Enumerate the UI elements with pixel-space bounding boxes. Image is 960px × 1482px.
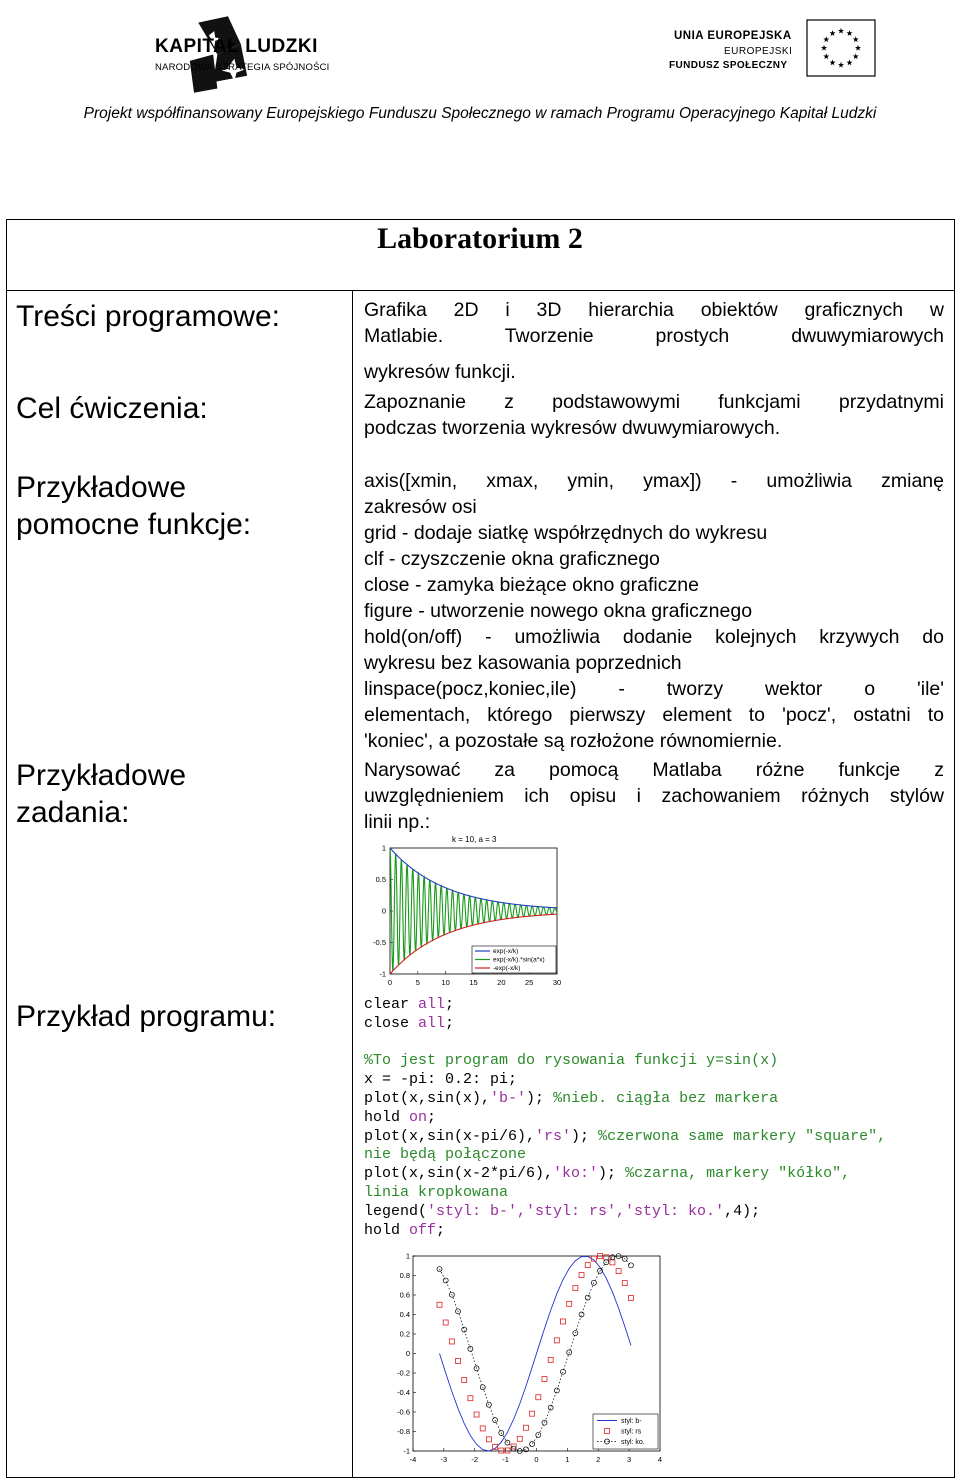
damped-sine-chart xyxy=(360,830,560,990)
legend-entry: -exp(-x/k) xyxy=(493,965,521,972)
text-line: linspace(pocz,koniec,ile) - tworzy wektor o 'ile' xyxy=(364,678,944,700)
x-tick-label: 3 xyxy=(627,1455,632,1464)
text-line: 'koniec', a pozostałe są rozłożone równomiernie. xyxy=(364,730,783,752)
text-line: uwzględnieniem ich opisu i zachowaniem różnych stylów xyxy=(364,785,944,807)
text-zadania xyxy=(364,757,944,835)
code-token: ,4); xyxy=(724,1202,761,1220)
eu-line-2: EUROPEJSKI xyxy=(724,46,793,57)
text-line: linii np.: xyxy=(364,811,431,833)
text-line: zakresów osi xyxy=(364,496,477,518)
code-string: 'rs' xyxy=(535,1127,572,1145)
code-keyword: off xyxy=(409,1221,437,1239)
series-marker xyxy=(628,1295,633,1300)
y-tick-label: 1 xyxy=(405,1251,410,1261)
text-line: podczas tworzenia wykresów dwuwymiarowych. xyxy=(364,417,781,439)
code-token: ); xyxy=(571,1127,599,1145)
code-comment: %czarna, markery "kółko", xyxy=(625,1165,851,1183)
series-marker xyxy=(585,1295,590,1300)
code-comment: %To jest program do rysowania funkcji y=sin(x) xyxy=(364,1052,779,1070)
code-line: hold off; xyxy=(364,1221,446,1239)
legend-entry: styl: b- xyxy=(621,1418,642,1425)
code-token: plot(x,sin(x), xyxy=(364,1089,491,1107)
code-comment: %czerwona same markery "square", xyxy=(598,1127,887,1145)
x-tick-label: -4 xyxy=(409,1455,417,1464)
code-line xyxy=(364,1165,886,1184)
code-line xyxy=(364,1203,886,1222)
series-marker xyxy=(542,1377,547,1382)
series-marker xyxy=(443,1320,448,1325)
series-marker xyxy=(530,1441,535,1446)
text-line: wykresów funkcji. xyxy=(364,361,516,383)
series-marker xyxy=(554,1338,559,1343)
series-marker xyxy=(449,1339,454,1344)
code-keyword: on xyxy=(409,1108,428,1126)
y-tick-label: -1 xyxy=(379,969,386,979)
series-marker xyxy=(523,1425,528,1430)
series-marker xyxy=(536,1395,541,1400)
y-tick-label: 0.5 xyxy=(375,875,386,884)
label-tresci: Treści programowe: xyxy=(16,300,280,333)
text-cel xyxy=(364,389,944,441)
text-line: grid - dodaje siatkę współrzędnych do wykresu xyxy=(364,522,768,544)
x-tick-label: 1 xyxy=(565,1455,570,1464)
project-notice: Projekt współfinansowany Europejskiego Funduszu Społecznego w ramach Programu Operacyjnego Kapitał Ludzki xyxy=(83,105,877,122)
label-line: Przykładowe xyxy=(16,471,187,504)
table-divider-vertical xyxy=(352,290,353,1478)
label-cel: Cel ćwiczenia: xyxy=(16,392,208,425)
y-tick-label: 0.4 xyxy=(399,1310,410,1319)
code-keyword: all xyxy=(418,1014,446,1032)
y-tick-label: -1 xyxy=(403,1446,410,1456)
y-tick-label: 0 xyxy=(405,1349,410,1358)
series-marker xyxy=(462,1327,467,1332)
x-tick-label: -2 xyxy=(471,1455,479,1464)
x-tick-label: 0 xyxy=(534,1455,539,1464)
series-marker xyxy=(561,1369,566,1374)
series-marker xyxy=(480,1426,485,1431)
y-tick-label: 0 xyxy=(381,906,386,916)
series-marker xyxy=(579,1312,584,1317)
code-line: clear all; xyxy=(364,996,455,1013)
series-marker xyxy=(548,1405,553,1410)
y-tick-label: 1 xyxy=(381,843,386,853)
x-tick-label: 4 xyxy=(657,1455,663,1464)
series-marker xyxy=(468,1396,473,1401)
code-line: x = -pi: 0.2: pi; xyxy=(364,1071,518,1089)
x-tick-label: 2 xyxy=(596,1455,601,1464)
table-divider-horizontal xyxy=(6,290,955,291)
code-block xyxy=(364,996,886,1240)
code-string: 'b-' xyxy=(490,1089,527,1107)
y-tick-label: 0.2 xyxy=(399,1329,410,1339)
series-marker xyxy=(456,1358,461,1363)
legend-entry: exp(-x/k).*sin(a*x) xyxy=(493,956,545,964)
series-marker xyxy=(573,1286,578,1291)
text-line: figure - utworzenie nowego okna graficznego xyxy=(364,600,753,622)
x-tick-label: -1 xyxy=(502,1455,509,1464)
text-line: clf - czyszczenie okna graficznego xyxy=(364,548,660,570)
code-token: close xyxy=(364,1014,410,1032)
y-tick-label: -0.2 xyxy=(397,1368,410,1378)
chart-title: k = 10, a = 3 xyxy=(452,835,497,844)
y-tick-label: -0.6 xyxy=(397,1407,410,1417)
logo-title: KAPITAŁ LUDZKI xyxy=(155,36,318,57)
text-line: elementach, którego pierwszy element to 'pocz', ostatni to xyxy=(364,704,944,726)
series-marker xyxy=(517,1436,522,1441)
label-line: pomocne funkcje: xyxy=(16,508,252,541)
series-marker xyxy=(561,1319,566,1324)
eu-line-3: FUNDUSZ SPOŁECZNY xyxy=(669,60,788,71)
code-token: legend( xyxy=(364,1202,428,1220)
series-marker xyxy=(542,1420,547,1425)
code-line: hold on; xyxy=(364,1108,437,1126)
code-token: hold xyxy=(364,1108,401,1126)
legend-entry: styl: ko. xyxy=(621,1439,645,1446)
code-string: 'styl: b-','styl: rs','styl: ko.' xyxy=(427,1202,725,1220)
label-line: zadania: xyxy=(16,796,130,829)
legend-entry: styl: rs xyxy=(621,1428,642,1436)
text-line: axis([xmin, xmax, ymin, ymax]) - umożliwia zmianę xyxy=(364,470,944,492)
text-line: Matlabie. Tworzenie prostych dwuwymiarowych xyxy=(364,325,944,347)
logo-subtitle: NARODOWA STRATEGIA SPÓJNOŚCI xyxy=(155,62,330,73)
code-comment: %nieb. ciągła bez markera xyxy=(553,1089,779,1107)
series-marker xyxy=(486,1437,491,1442)
x-tick-label: 10 xyxy=(441,978,450,987)
sine-styles-chart xyxy=(385,1248,675,1466)
code-comment: linia kropkowana xyxy=(364,1183,509,1201)
label-funkcje xyxy=(16,469,251,543)
series-marker xyxy=(530,1411,535,1416)
legend-entry: exp(-x/k) xyxy=(493,948,519,955)
code-keyword: all xyxy=(418,996,446,1013)
text-line: hold(on/off) - umożliwia dodanie kolejnych krzywych do xyxy=(364,626,944,648)
y-tick-label: 0.8 xyxy=(399,1271,410,1280)
x-tick-label: 30 xyxy=(552,978,562,987)
x-tick-label: 0 xyxy=(387,978,393,987)
eu-title: UNIA EUROPEJSKA xyxy=(674,30,792,42)
text-tresci xyxy=(364,297,944,385)
eu-flag-icon xyxy=(806,19,876,77)
series-marker xyxy=(437,1302,442,1307)
series-marker xyxy=(628,1263,633,1268)
code-token: plot(x,sin(x-2*pi/6), xyxy=(364,1165,554,1183)
label-program: Przykład programu: xyxy=(16,1000,277,1033)
series-marker xyxy=(567,1301,572,1306)
x-tick-label: 15 xyxy=(469,978,478,987)
text-line: wykresu bez kasowania poprzednich xyxy=(364,652,682,674)
code-token: clear xyxy=(364,996,410,1013)
code-line: close all; xyxy=(364,1014,455,1032)
series-marker xyxy=(579,1273,584,1278)
text-line: Zapoznanie z podstawowymi funkcjami przydatnymi xyxy=(364,391,944,413)
text-line: Grafika 2D i 3D hierarchia obiektów graficznych w xyxy=(364,299,944,321)
y-tick-label: -0.5 xyxy=(373,938,386,947)
series-marker xyxy=(610,1260,615,1265)
text-line: Narysować za pomocą Matlaba różne funkcje z xyxy=(364,759,944,781)
series-marker xyxy=(468,1346,473,1351)
series-marker xyxy=(616,1269,621,1274)
code-line xyxy=(364,1128,886,1147)
series-marker xyxy=(499,1448,504,1453)
y-tick-label: -0.4 xyxy=(397,1388,410,1397)
x-tick-label: 5 xyxy=(415,978,420,987)
code-comment: nie będą połączone xyxy=(364,1146,527,1164)
code-token: ); xyxy=(598,1165,626,1183)
y-tick-label: 0.6 xyxy=(399,1290,410,1300)
label-zadania xyxy=(16,757,186,831)
series-marker xyxy=(585,1263,590,1268)
code-token: hold xyxy=(364,1221,401,1239)
series-marker xyxy=(548,1357,553,1362)
code-token: plot(x,sin(x-pi/6), xyxy=(364,1127,536,1145)
series-marker xyxy=(622,1281,627,1286)
x-tick-label: 25 xyxy=(524,978,534,987)
series-line xyxy=(390,848,557,908)
text-funkcje xyxy=(364,468,944,754)
series-marker xyxy=(443,1278,448,1283)
y-tick-label: -0.8 xyxy=(397,1427,410,1436)
label-line: Przykładowe xyxy=(16,759,187,792)
series-marker xyxy=(462,1378,467,1383)
code-token: ); xyxy=(526,1089,554,1107)
series-marker xyxy=(604,1255,609,1260)
x-tick-label: -3 xyxy=(440,1455,448,1464)
page-title: Laboratorium 2 xyxy=(377,222,583,255)
text-line: close - zamyka bieżące okno graficzne xyxy=(364,574,699,596)
series-marker xyxy=(474,1412,479,1417)
x-tick-label: 20 xyxy=(497,978,506,987)
series-marker xyxy=(554,1388,559,1393)
code-string: 'ko:' xyxy=(553,1165,599,1183)
code-line xyxy=(364,1090,886,1109)
